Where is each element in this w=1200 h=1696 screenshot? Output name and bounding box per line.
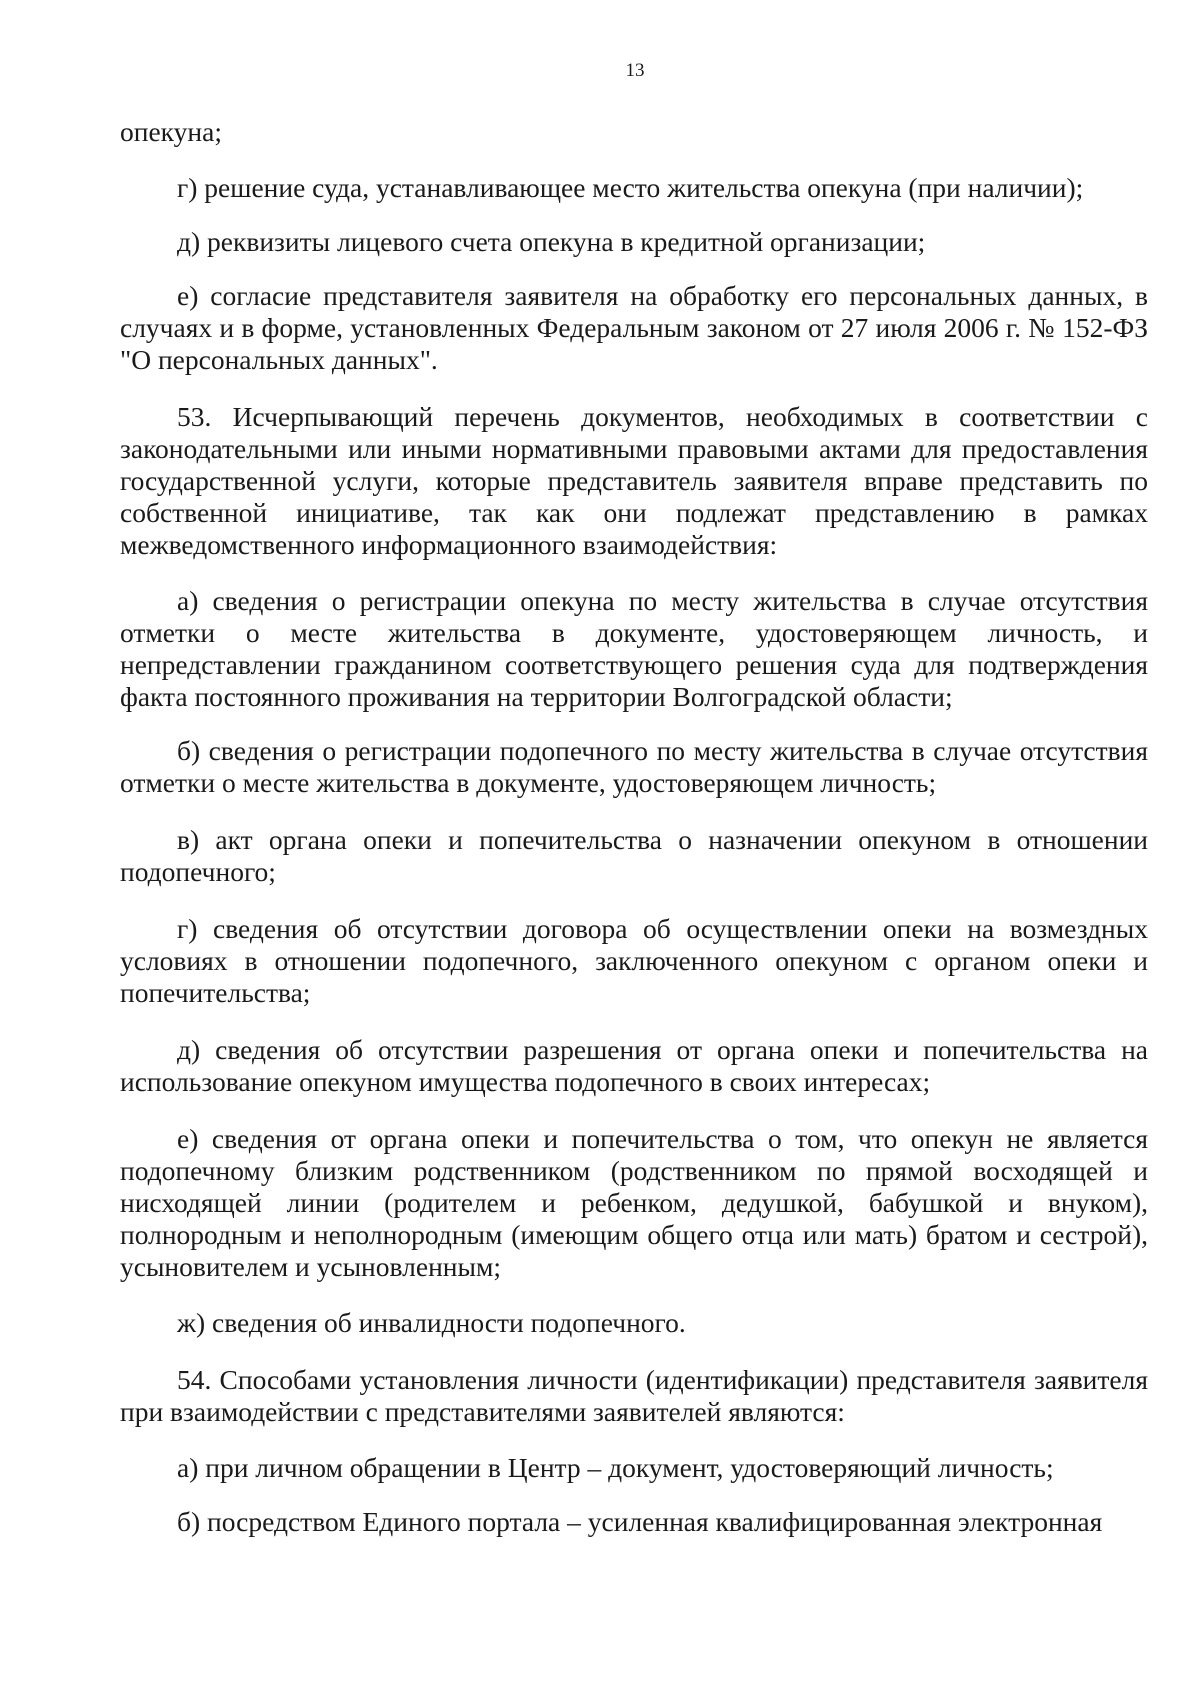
page-number: 13 xyxy=(625,60,645,81)
paragraph: а) сведения о регистрации опекуна по месту жительства в случае отсутствия отметки о месте жительства в документе, удостоверяющем личность, и непредставлении гражданином соответствующего решения суда для подтверждения факта постоянного проживания на территории Волгоградской области; xyxy=(120,585,1148,712)
paragraph: в) акт органа опеки и попечительства о назначении опекуном в отношении подопечного; xyxy=(120,824,1148,887)
paragraph: е) сведения от органа опеки и попечительства о том, что опекун не является подопечному близким родственником (родственником по прямой восходящей и нисходящей линии (родителем и ребенком, дедушкой, бабушкой и внуком), полнородным и неполнородным (имеющим общего отца или мать) братом и сестрой), усыновителем и усыновленным; xyxy=(120,1123,1148,1282)
paragraph: 53. Исчерпывающий перечень документов, необходимых в соответствии с законодательными или иными нормативными правовыми актами для предоставления государственной услуги, которые представитель заявителя вправе представить по собственной инициативе, так как они подлежат представлению в рамках межведомственного информационного взаимодействия: xyxy=(120,401,1148,560)
paragraph: г) сведения об отсутствии договора об осуществлении опеки на возмездных условиях в отношении подопечного, заключенного опекуном с органом опеки и попечительства; xyxy=(120,913,1148,1008)
document-body xyxy=(120,116,1148,1538)
paragraph: е) согласие представителя заявителя на обработку его персональных данных, в случаях и в форме, установленных Федеральным законом от 27 июля 2006 г. № 152-ФЗ "О персональных данных". xyxy=(120,280,1148,375)
paragraph: 54. Способами установления личности (идентификации) представителя заявителя при взаимодействии с представителями заявителей являются: xyxy=(120,1364,1148,1427)
paragraph: б) посредством Единого портала – усиленная квалифицированная электронная xyxy=(177,1506,1103,1537)
paragraph: д) сведения об отсутствии разрешения от органа опеки и попечительства на использование опекуном имущества подопечного в своих интересах; xyxy=(120,1034,1148,1097)
paragraph: а) при личном обращении в Центр – документ, удостоверяющий личность; xyxy=(177,1452,1054,1483)
paragraph: б) сведения о регистрации подопечного по месту жительства в случае отсутствия отметки о месте жительства в документе, удостоверяющем личность; xyxy=(120,735,1148,798)
paragraph: опекуна; xyxy=(120,116,222,147)
paragraph: ж) сведения об инвалидности подопечного. xyxy=(177,1307,686,1338)
paragraph: д) реквизиты лицевого счета опекуна в кредитной организации; xyxy=(177,226,926,257)
paragraph: г) решение суда, устанавливающее место жительства опекуна (при наличии); xyxy=(177,172,1084,203)
